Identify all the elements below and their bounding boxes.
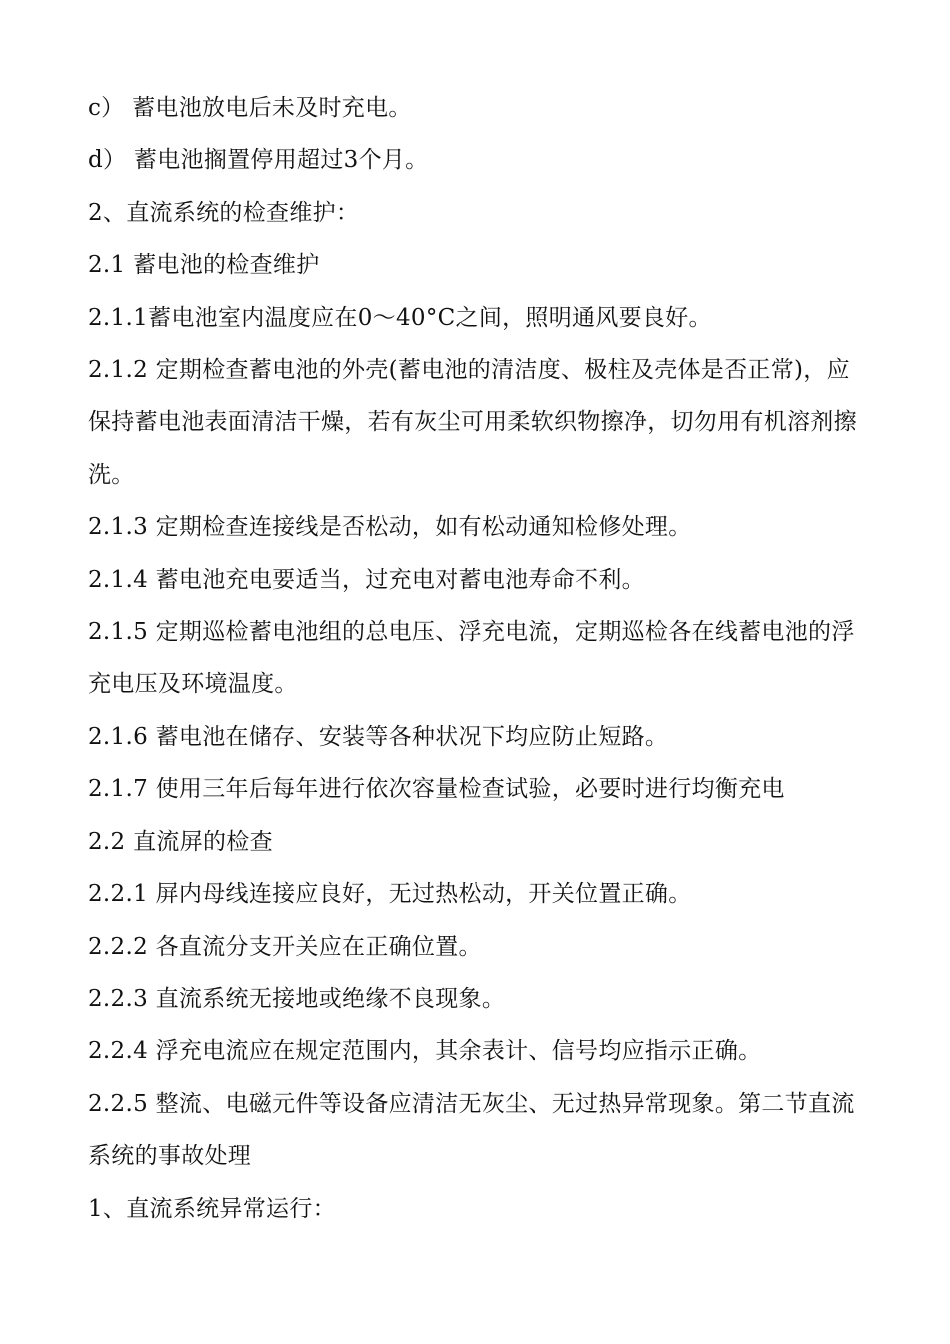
subsection-heading: 2.1 蓄电池的检查维护 (88, 252, 320, 279)
paragraph: 2.2.5 整流、电磁元件等设备应清洁无灰尘、无过热异常现象。第二节直流系统的事故处理 (88, 1090, 855, 1170)
paragraph: c） 蓄电池放电后未及时充电。 (88, 95, 412, 121)
paragraph: 2.2.4 浮充电流应在规定范围内，其余表计、信号均应指示正确。 (88, 1038, 762, 1065)
paragraph: 2.2.2 各直流分支开关应在正确位置。 (88, 933, 482, 960)
document-body (88, 82, 858, 1235)
paragraph: 2.1.4 蓄电池充电要适当，过充电对蓄电池寿命不利。 (88, 566, 645, 593)
paragraph: 2.1.1蓄电池室内温度应在0〜40°C之间，照明通风要良好。 (88, 304, 712, 331)
paragraph: 2.2.1 屏内母线连接应良好，无过热松动，开关位置正确。 (88, 881, 692, 908)
section-heading: 1、直流系统异常运行： (88, 1195, 336, 1222)
paragraph: 2.1.3 定期检查连接线是否松动，如有松动通知检修处理。 (88, 514, 692, 541)
paragraph: d） 蓄电池搁置停用超过3个月。 (88, 147, 429, 174)
paragraph: 2.1.7 使用三年后每年进行依次容量检查试验，必要时进行均衡充电 (88, 776, 785, 803)
subsection-heading: 2.2 直流屏的检查 (88, 828, 273, 855)
paragraph: 2.2.3 直流系统无接地或绝缘不良现象。 (88, 985, 506, 1012)
paragraph: 2.1.2 定期检查蓄电池的外壳(蓄电池的清洁度、极柱及壳体是否正常)，应保持蓄电池表面清洁干燥，若有灰尘可用柔软织物擦净，切勿用有机溶剂擦洗。 (88, 357, 857, 488)
section-heading: 2、直流系统的检查维护： (88, 199, 360, 226)
paragraph: 2.1.5 定期巡检蓄电池组的总电压、浮充电流，定期巡检各在线蓄电池的浮充电压及环境温度。 (88, 619, 855, 698)
paragraph: 2.1.6 蓄电池在储存、安装等各种状况下均应防止短路。 (88, 723, 669, 750)
